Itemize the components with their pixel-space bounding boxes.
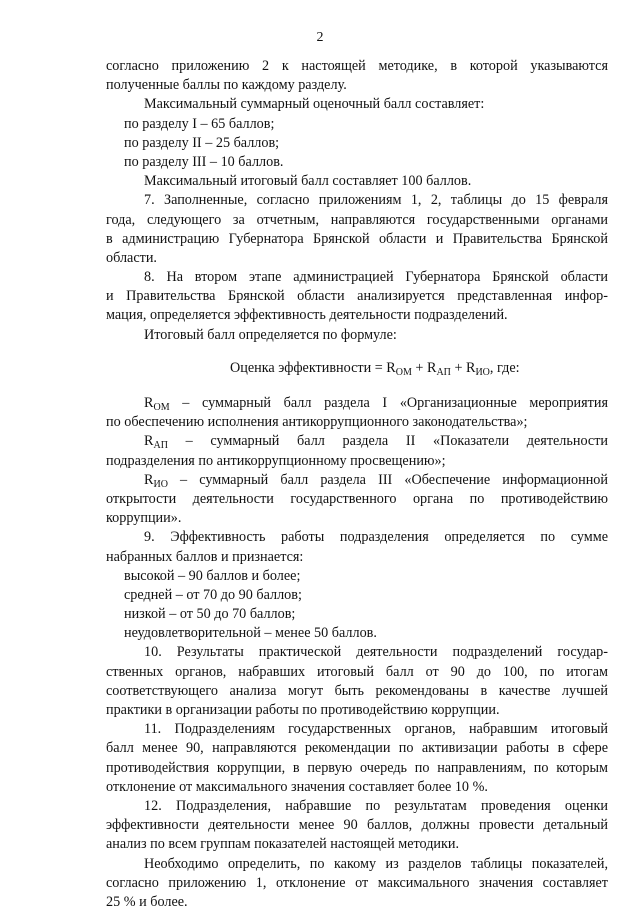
block1-line: года, следующего за отчетным, направляются государственными органами (106, 211, 608, 228)
definition-r-io (106, 471, 608, 490)
block2-line: высокой – 90 баллов и более; (124, 567, 301, 584)
block2-line: соответствующего анализа могут быть рекомендованы в качестве лучшей (106, 682, 608, 699)
page-number: 2 (316, 30, 324, 45)
block2-line: низкой – от 50 до 70 баллов; (124, 606, 296, 623)
block2-line: по обеспечению исполнения антикоррупционного законодательства»; (106, 414, 528, 431)
block1-line: Максимальный итоговый балл составляет 100 баллов. (144, 173, 472, 190)
document-body (106, 57, 608, 912)
definition-subscript: АП (153, 440, 168, 452)
formula-lead: Оценка эффективности = R (230, 359, 396, 376)
definition-subscript: ИО (153, 478, 168, 490)
block2-line: коррупции». (106, 510, 182, 527)
definition-text: – суммарный балл раздела I «Организационные мероприятия (169, 395, 608, 411)
definition-symbol: R (144, 395, 154, 411)
block2-line: эффективности деятельности менее 90 баллов, должны провести детальный (106, 817, 608, 834)
block2-line: отклонение от максимального значения составляет более 10 %. (106, 778, 488, 795)
block2-line: открытости деятельности государственного органа по противодействию (106, 490, 608, 507)
formula-plus-2: + R (450, 359, 476, 376)
block2-line: согласно приложению 1, отклонение от максимального значения составляет (106, 874, 608, 891)
block1-line: области. (106, 249, 157, 266)
definition-symbol: R (144, 471, 154, 488)
block1-line: и Правительства Брянской области анализируется представленная инфор- (106, 288, 608, 305)
block2-line: неудовлетворительной – менее 50 баллов. (124, 625, 377, 642)
paragraph-block-1 (106, 57, 608, 345)
block1-line: по разделу II – 25 баллов; (124, 134, 280, 151)
block2-line: ственных органов, набравших итоговый балл от 90 до 100, по итогам (106, 663, 608, 680)
block1-line: Максимальный суммарный оценочный балл составляет: (144, 96, 485, 113)
block2-line: 10. Результаты практической деятельности подразделений государ- (144, 644, 608, 661)
block2-line: 25 % и более. (106, 893, 188, 910)
paragraph-block-2 (106, 394, 608, 912)
block1-line: 7. Заполненные, согласно приложениям 1, 2, таблицы до 15 февраля (144, 192, 608, 209)
block1-line: мация, определяется эффективность деятельности подразделений. (106, 307, 508, 324)
definition-symbol: R (144, 433, 154, 450)
block2-line: анализ по всем группам показателей настоящей методики. (106, 836, 460, 853)
block2-line: практики в организации работы по противодействию коррупции. (106, 702, 500, 718)
block2-line: 11. Подразделениям государственных органов, набравшим итоговый (144, 721, 608, 738)
block1-line: согласно приложению 2 к настоящей методике, в которой указываются (106, 58, 608, 74)
block2-line: набранных баллов и признается: (106, 548, 304, 565)
block2-line: 12. Подразделения, набравшие по результатам проведения оценки (144, 797, 608, 814)
formula-plus-1: + R (411, 359, 437, 376)
formula-sub-ap: АП (436, 366, 451, 378)
formula-sub-om: ОМ (395, 366, 412, 378)
definition-text: – суммарный балл раздела III «Обеспечение информационной (167, 471, 608, 488)
block2-line: Необходимо определить, по какому из разделов таблицы показателей, (144, 855, 608, 872)
block1-line: в администрацию Губернатора Брянской области и Правительства Брянской (106, 230, 608, 247)
block2-line: средней – от 70 до 90 баллов; (124, 586, 302, 603)
formula-sub-io: ИО (475, 366, 490, 378)
formula-line (106, 359, 608, 378)
block1-line: по разделу I – 65 баллов; (124, 115, 275, 132)
block1-line: 8. На втором этапе администрацией Губернатора Брянской области (144, 269, 608, 286)
formula-tail: , где: (489, 359, 520, 376)
block1-line: полученные баллы по каждому разделу. (106, 77, 347, 94)
block2-line: подразделения по антикоррупционному просвещению»; (106, 452, 446, 469)
definition-text: – суммарный балл раздела II «Показатели деятельности (167, 433, 608, 450)
definition-r-om (106, 394, 608, 413)
block2-line: 9. Эффективность работы подразделения определяется по сумме (144, 529, 608, 546)
block2-line: балл менее 90, направляются рекомендации по активизации работы в сфере (106, 740, 608, 757)
definition-subscript: ОМ (153, 402, 170, 413)
block1-line: Итоговый балл определяется по формуле: (144, 326, 397, 343)
block2-line: противодействия коррупции, в первую очередь по направлениям, по которым (106, 759, 608, 776)
definition-r-ap (106, 432, 608, 451)
block1-line: по разделу III – 10 баллов. (124, 153, 284, 170)
